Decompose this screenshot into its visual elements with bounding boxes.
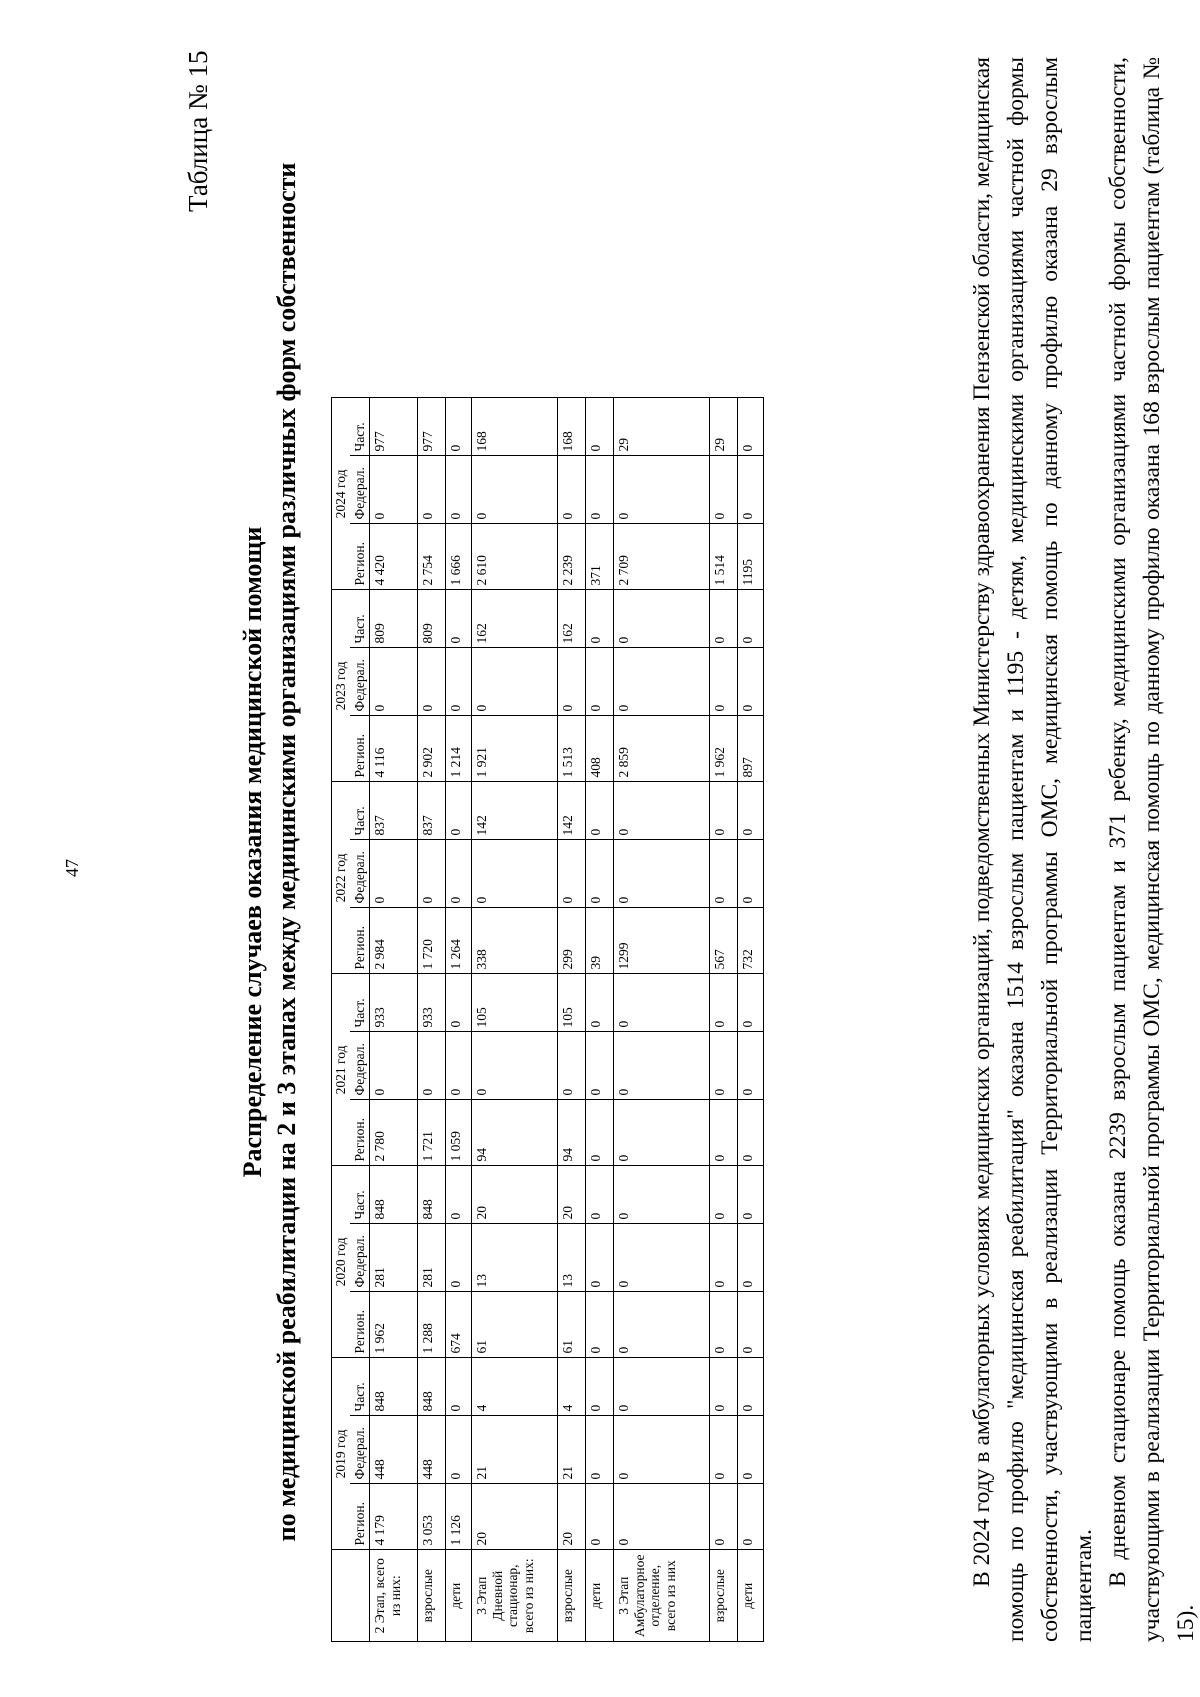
column-subheader: Част. [350,1166,370,1224]
table-cell: 0 [586,1224,614,1292]
table-cell: 0 [614,648,710,716]
table-cell: 0 [738,840,764,908]
table-cell: 0 [710,1224,738,1292]
table-row [370,398,418,1642]
row-label-header [332,1550,370,1642]
table-cell: 0 [710,648,738,716]
table-cell: 20 [472,1484,558,1550]
table-cell: 848 [370,1166,418,1224]
table-cell: 13 [472,1224,558,1292]
table-cell: 1 288 [418,1292,446,1358]
table-cell: 0 [738,1358,764,1416]
column-subheader: Федерал. [350,1224,370,1292]
year-header: 2022 год [332,782,350,974]
table-cell: 0 [446,590,472,648]
table-cell: 29 [614,398,710,456]
rehabilitation-table [331,397,764,1642]
table-cell: 20 [472,1166,558,1224]
table-cell: 977 [370,398,418,456]
table-cell: 299 [558,908,586,974]
table-cell: 0 [446,1416,472,1484]
table-cell: 0 [738,1032,764,1100]
table-cell: 0 [418,456,446,524]
column-subheader: Част. [350,782,370,840]
table-cell: 4 420 [370,524,418,590]
year-header: 2020 год [332,1166,350,1358]
table-cell: 448 [370,1416,418,1484]
table-cell: 0 [614,1484,710,1550]
table-cell: 0 [738,1166,764,1224]
table-cell: 809 [370,590,418,648]
column-subheader: Федерал. [350,840,370,908]
table-cell: 933 [370,974,418,1032]
table-cell: 0 [446,398,472,456]
table-cell: 338 [472,908,558,974]
table-cell: 168 [558,398,586,456]
table-cell: 371 [586,524,614,590]
paragraph-2: В дневном стационаре помощь оказана 2239 взрослым пациентам и 371 ребенку, медицинскими организациями частной формы собственности, участвующими в реализации Территориальной программы ОМС, медицинская помощь по данному профилю оказана 168 взрослым пациентам (таблица № 15). [1105,57,1199,1642]
table-cell: 0 [472,456,558,524]
row-label: дети [446,1550,472,1642]
table-cell: 21 [558,1416,586,1484]
table-cell: 94 [558,1100,586,1166]
table-cell: 0 [472,840,558,908]
row-label: взрослые [418,1550,446,1642]
table-cell: 0 [586,1416,614,1484]
table-cell: 0 [738,456,764,524]
table-cell: 0 [710,1358,738,1416]
column-subheader: Регион. [350,1100,370,1166]
table-cell: 29 [710,398,738,456]
table-cell: 0 [586,456,614,524]
row-label: 3 Этап Дневной стационар, всего из них: [472,1550,558,1642]
column-subheader: Регион. [350,1484,370,1550]
subheader-row [350,398,370,1642]
table-cell: 0 [446,648,472,716]
row-label: дети [586,1550,614,1642]
table-cell: 0 [738,1292,764,1358]
table-cell: 0 [738,648,764,716]
table-cell: 897 [738,716,764,782]
table-cell: 1299 [614,908,710,974]
table-cell: 0 [446,782,472,840]
column-subheader: Регион. [350,716,370,782]
year-header: 2024 год [332,398,350,590]
table-body [370,398,764,1642]
table-cell: 20 [558,1166,586,1224]
table-cell: 1 721 [418,1100,446,1166]
row-label: 3 Этап Амбулаторное отделение, всего из них [614,1550,710,1642]
column-subheader: Федерал. [350,1416,370,1484]
table-cell: 0 [738,1224,764,1292]
table-cell: 0 [614,974,710,1032]
table-cell: 0 [558,456,586,524]
year-header: 2023 год [332,590,350,782]
table-cell: 0 [558,648,586,716]
table-cell: 0 [614,782,710,840]
year-header-row [332,398,350,1642]
row-label: дети [738,1550,764,1642]
table-cell: 20 [558,1484,586,1550]
table-cell: 1 059 [446,1100,472,1166]
table-cell: 837 [418,782,446,840]
table-cell: 2 709 [614,524,710,590]
table-cell: 168 [472,398,558,456]
column-subheader: Част. [350,590,370,648]
column-subheader: Част. [350,974,370,1032]
column-subheader: Регион. [350,908,370,974]
table-cell: 1 962 [370,1292,418,1358]
table-cell: 105 [472,974,558,1032]
table-cell: 0 [446,1358,472,1416]
table-cell: 0 [446,840,472,908]
table-cell: 0 [738,1100,764,1166]
table-cell: 0 [586,1484,614,1550]
year-header: 2021 год [332,974,350,1166]
table-cell: 162 [558,590,586,648]
table-cell: 2 859 [614,716,710,782]
table-cell: 0 [446,1166,472,1224]
table-row [418,398,446,1642]
table-cell: 933 [418,974,446,1032]
column-subheader: Федерал. [350,456,370,524]
table-number: Таблица № 15 [183,50,213,212]
table-row [558,398,586,1642]
body-text [965,57,1200,1642]
table-cell: 105 [558,974,586,1032]
paragraph-1: В 2024 году в амбулаторных условиях медицинских организаций, подведомственных Министерству здравоохранения Пензенской области, медицинская помощь по профилю "медицинская реабилитация" оказана 1514 взрослым пациентам и 1195 - детям, медицинскими организациями частной формы собственности, участвующими в реализации Территориальной программы ОМС, медицинская помощь по данному профилю оказана 29 взрослым пациентам. [969,57,1097,1642]
table-cell: 0 [586,648,614,716]
table-cell: 0 [614,456,710,524]
table-cell: 2 984 [370,908,418,974]
column-subheader: Федерал. [350,1032,370,1100]
table-cell: 1 264 [446,908,472,974]
column-subheader: Регион. [350,524,370,590]
row-label: взрослые [558,1550,586,1642]
table-cell: 2 780 [370,1100,418,1166]
table-cell: 2 239 [558,524,586,590]
table-cell: 1 666 [446,524,472,590]
table-cell: 0 [370,840,418,908]
table-row [586,398,614,1642]
table-cell: 567 [710,908,738,974]
table-cell: 0 [446,1224,472,1292]
table-cell: 2 754 [418,524,446,590]
table-cell: 1 720 [418,908,446,974]
table-cell: 4 179 [370,1484,418,1550]
table-cell: 61 [558,1292,586,1358]
table-cell: 94 [472,1100,558,1166]
table-cell: 0 [586,1166,614,1224]
table-cell: 162 [472,590,558,648]
table-cell: 0 [472,648,558,716]
table-cell: 142 [558,782,586,840]
table-cell: 0 [446,456,472,524]
table-cell: 0 [586,840,614,908]
table-cell: 0 [710,840,738,908]
table-cell: 39 [586,908,614,974]
table-cell: 0 [586,590,614,648]
table-cell: 142 [472,782,558,840]
table-cell: 848 [370,1358,418,1416]
table-cell: 0 [614,1166,710,1224]
table-cell: 0 [472,1032,558,1100]
table-cell: 1 514 [710,524,738,590]
table-row [710,398,738,1642]
table-row [614,398,710,1642]
table-cell: 0 [558,1032,586,1100]
table-cell: 732 [738,908,764,974]
year-header: 2019 год [332,1358,350,1550]
column-subheader: Регион. [350,1292,370,1358]
table-cell: 1 962 [710,716,738,782]
table-cell: 0 [586,1032,614,1100]
table-cell: 0 [614,590,710,648]
table-cell: 0 [370,648,418,716]
table-cell: 837 [370,782,418,840]
table-cell: 0 [418,1032,446,1100]
table-cell: 848 [418,1166,446,1224]
table-cell: 13 [558,1224,586,1292]
table-cell: 0 [738,974,764,1032]
table-cell: 0 [614,1032,710,1100]
table-cell: 0 [446,1032,472,1100]
table-cell: 0 [710,1166,738,1224]
table-cell: 0 [558,840,586,908]
table-cell: 281 [418,1224,446,1292]
table-cell: 4 116 [370,716,418,782]
table-cell: 0 [418,840,446,908]
table-cell: 0 [586,782,614,840]
table-cell: 0 [738,782,764,840]
table-row [446,398,472,1642]
table-cell: 0 [614,840,710,908]
table-cell: 0 [710,1292,738,1358]
table-cell: 1 126 [446,1484,472,1550]
table-cell: 0 [710,456,738,524]
table-cell: 0 [614,1416,710,1484]
table-cell: 21 [472,1416,558,1484]
page-number: 47 [62,859,82,877]
table-cell: 809 [418,590,446,648]
table-cell: 0 [586,1292,614,1358]
table-cell: 0 [710,1032,738,1100]
table-cell: 0 [614,1358,710,1416]
table-cell: 0 [370,1032,418,1100]
table-cell: 0 [614,1100,710,1166]
table-cell: 2 610 [472,524,558,590]
table-cell: 0 [710,1416,738,1484]
table-cell: 1 513 [558,716,586,782]
table-cell: 0 [370,456,418,524]
table-cell: 0 [710,782,738,840]
table-cell: 0 [614,1292,710,1358]
table-cell: 0 [738,1484,764,1550]
table-title-line2: по медицинской реабилитации на 2 и 3 этапах между медицинскими организациями различных форм собственности [272,162,301,1542]
table-cell: 0 [586,398,614,456]
table-cell: 4 [472,1358,558,1416]
column-subheader: Част. [350,398,370,456]
table-cell: 0 [738,1416,764,1484]
table-cell: 0 [614,1224,710,1292]
table-cell: 0 [446,974,472,1032]
table-cell: 0 [710,1484,738,1550]
table-row [738,398,764,1642]
table-cell: 0 [710,1100,738,1166]
table-cell: 0 [586,1100,614,1166]
table-cell: 0 [586,1358,614,1416]
table-cell: 848 [418,1358,446,1416]
table-cell: 1195 [738,524,764,590]
table-cell: 281 [370,1224,418,1292]
table-cell: 674 [446,1292,472,1358]
table-cell: 1 921 [472,716,558,782]
table-cell: 2 902 [418,716,446,782]
table-cell: 4 [558,1358,586,1416]
table-cell: 0 [710,590,738,648]
table-cell: 0 [738,398,764,456]
table-cell: 1 214 [446,716,472,782]
table-cell: 0 [418,648,446,716]
column-subheader: Федерал. [350,648,370,716]
column-subheader: Част. [350,1358,370,1416]
table-title-line1: Распределение случаев оказания медицинской помощи [238,526,267,1178]
table-row [472,398,558,1642]
table-cell: 448 [418,1416,446,1484]
table-cell: 408 [586,716,614,782]
row-label: взрослые [710,1550,738,1642]
table-cell: 0 [738,590,764,648]
table-cell: 0 [586,974,614,1032]
row-label: 2 Этап, всего из них: [370,1550,418,1642]
table-cell: 977 [418,398,446,456]
table-cell: 0 [710,974,738,1032]
table-cell: 61 [472,1292,558,1358]
table-cell: 3 053 [418,1484,446,1550]
